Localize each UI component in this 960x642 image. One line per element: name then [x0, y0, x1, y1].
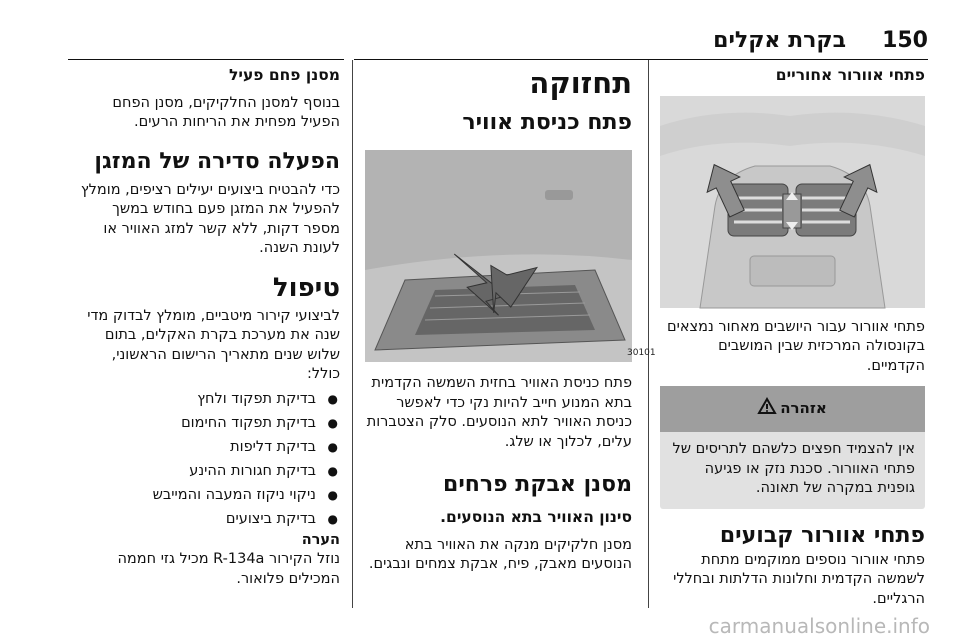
warning-header — [660, 386, 925, 432]
warning-triangle-icon — [758, 398, 776, 420]
note-text: נוזל הקירור R-134a מכיל גזי חממה המכילים פלואור. — [117, 551, 340, 587]
air-intake-heading: פתח כניסת אוויר — [462, 110, 632, 135]
warning-title: אזהרה — [780, 399, 827, 418]
page-number: 150 — [882, 28, 928, 53]
maintenance-heading: תחזוקה — [529, 66, 632, 100]
ac-operation-text: כדי להבטיח ביצועים יעילים רציפים, מומלץ להפעיל את המזגן פעם בחודש במשך מספר דקות, ללא קשר למזג האוויר או לעונת השנה. — [80, 181, 340, 256]
service-checklist — [75, 387, 340, 531]
service-text: לביצועי קירור מיטביים, מומלץ לבדוק מדי שנה את מערכת בקרת האקלים, בתום שלוש שנים מתאריך הרישום הראשוני, כולל: — [87, 307, 340, 382]
list-item: ● בדיקת תפקוד ולחץ — [75, 387, 340, 411]
right-column — [660, 60, 925, 609]
pollen-filter-heading: מסנן אבקת פרחים — [443, 472, 632, 497]
list-item: ● בדיקת דליפות — [75, 435, 340, 459]
air-intake-figure — [365, 150, 656, 362]
figure-label: 30101 — [627, 348, 656, 358]
pollen-filter-text: מסנן חלקיקים מנקה את האוויר בתא הנוסעים מאבק, פיח, אבקת צמחים ונבגים. — [368, 536, 632, 572]
rear-vents-heading: פתחי אוורור אחוריים — [775, 66, 925, 84]
list-item: ● בדיקת חגורות ההינע — [75, 459, 340, 483]
rear-vents-illustration — [660, 96, 925, 308]
air-intake-text: פתח כניסת האוויר בחזית השמשה הקדמית בתא המנוע חייב להיות נקי כדי לאפשר כניסת האוויר לתא הנוסעים. סלק הצטברות עלים, לכלוך או שלג. — [366, 375, 632, 450]
rear-vents-figure — [660, 96, 925, 308]
pollen-filter-subheading: סינון האוויר בתא הנוסעים. — [440, 508, 632, 526]
warning-box — [660, 386, 925, 509]
page-header — [648, 28, 928, 54]
ac-operation-heading: הפעלה סדירה של המזגן — [94, 148, 340, 174]
middle-column — [365, 60, 656, 575]
note-title: הערה — [301, 531, 340, 548]
rear-vents-description: פתחי אוורור עבור היושבים מאחור נמצאים בקונסולה המרכזית שבין המושבים הקדמיים. — [666, 318, 925, 374]
carbon-filter-text: בנוסף למסנן החלקיקים, מסנן הפחם הפעיל מפחית את הריחות הרעים. — [112, 94, 340, 130]
watermark: carmanualsonline.info — [708, 614, 930, 638]
carbon-filter-heading: מסנן פחם פעיל — [229, 66, 340, 84]
column-divider-left — [352, 60, 353, 608]
section-title: בקרת אקלים — [713, 28, 846, 53]
list-item: ● ניקוי ניקוז המעבה והמייבש — [75, 483, 340, 507]
left-column — [75, 60, 340, 589]
column-divider-right — [648, 60, 649, 608]
fixed-vents-text: פתחי אוורור נוספים ממוקמים מתחת לשמשה הקדמית וחלונות הדלתות ובחללי הרגליים. — [673, 551, 925, 607]
list-item: ● בדיקת תפקוד החימום — [75, 411, 340, 435]
air-intake-illustration — [365, 150, 656, 362]
warning-body: אין להצמיד חפצים כלשהם לתריסים של פתחי האוורור. סכנת נזק או פגיעה גופנית במקרה של תאונה. — [672, 441, 915, 496]
fixed-vents-heading: פתחי אוורור קבועים — [719, 522, 925, 548]
service-heading: טיפול — [272, 272, 340, 303]
list-item: ● בדיקת ביצועים — [75, 507, 340, 531]
